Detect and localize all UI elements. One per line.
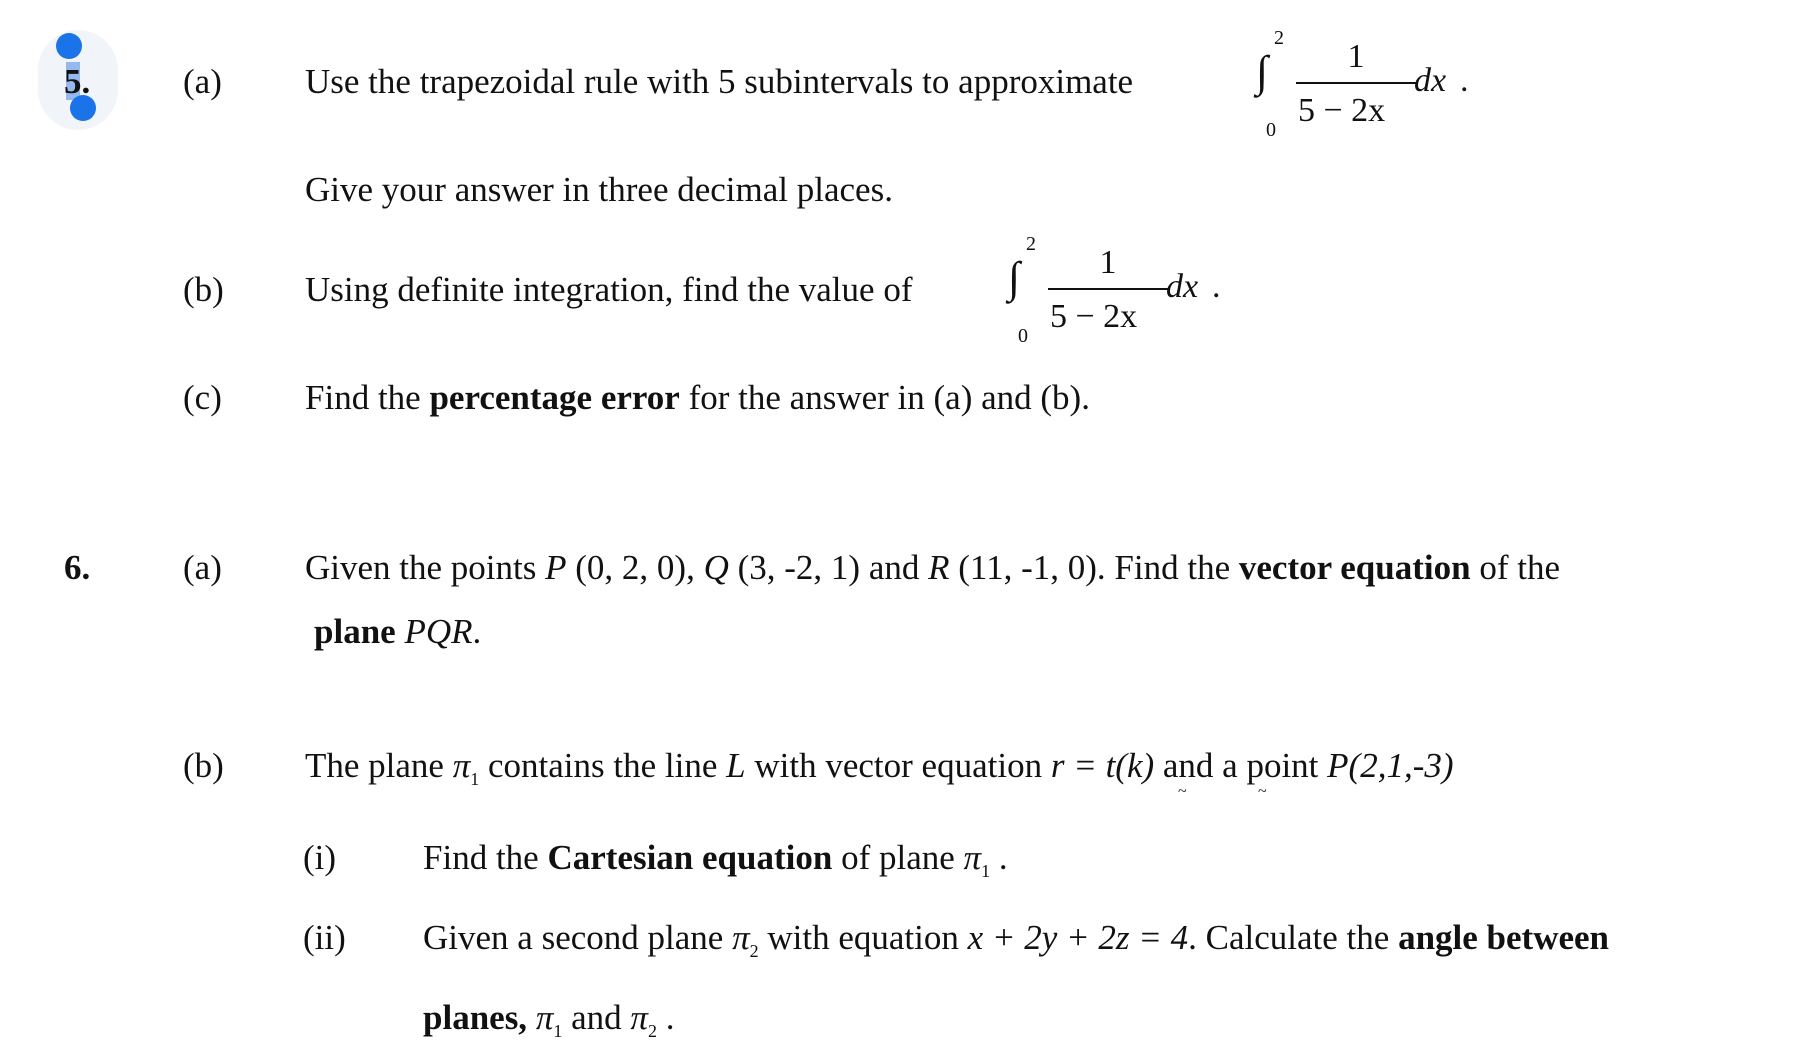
q6b-mid2: with vector equation <box>745 746 1051 785</box>
fraction-denominator: 5 − 2x <box>1298 92 1386 129</box>
q6bii-post: . Calculate the <box>1188 918 1399 957</box>
differential: dx <box>1166 268 1199 305</box>
q6bii-bold2: planes, <box>423 998 528 1037</box>
q6bi-bold: Cartesian equation <box>547 838 833 877</box>
lower-limit: 0 <box>1266 119 1276 141</box>
q6bi-label: (i) <box>303 838 337 877</box>
point-R-coords: (11, -1, 0). Find the <box>949 548 1239 587</box>
q6a-line2 <box>314 614 481 649</box>
pi-symbol: π <box>535 998 554 1037</box>
point-P-given: P(2,1,-3) <box>1327 746 1454 785</box>
pi-symbol: π <box>732 918 750 957</box>
q5a-line2: Give your answer in three decimal places. <box>305 170 893 209</box>
plane-equation: x + 2y + 2z = 4 <box>967 918 1189 957</box>
fraction-bar <box>1048 288 1168 290</box>
fraction-denominator: 5 − 2x <box>1050 298 1138 335</box>
point-R: R <box>928 548 950 587</box>
q6a-post: of the <box>1470 548 1560 587</box>
pi-symbol: π <box>452 746 471 785</box>
q6bii-mid: with equation <box>758 918 968 957</box>
trailing-period: . <box>1212 268 1221 305</box>
q6bi-end: . <box>990 838 1008 877</box>
q6a-end: . <box>472 612 482 651</box>
q6bii-bold: angle between <box>1398 918 1610 957</box>
q6bii-and: and <box>562 998 631 1037</box>
selection-start-handle[interactable] <box>56 33 82 59</box>
point-P: P <box>545 548 567 587</box>
q5b-text: Using definite integration, find the value of <box>305 270 913 309</box>
q6bii-line2 <box>423 998 675 1041</box>
q6a-bold2: plane <box>314 612 396 651</box>
fraction-bar <box>1296 82 1416 84</box>
pi-subscript: 1 <box>981 861 991 881</box>
pi-subscript: 2 <box>749 941 759 961</box>
q6a-line1 <box>305 550 1560 585</box>
q6bii-text <box>423 918 1610 961</box>
q5c-text <box>305 380 1090 415</box>
pi-subscript: 1 <box>470 769 480 789</box>
lower-limit: 0 <box>1018 325 1028 347</box>
q6b-post: and a point <box>1154 746 1328 785</box>
q5c-label: (c) <box>183 378 222 417</box>
vector-equation: r = t(k) <box>1050 746 1155 785</box>
fraction-numerator: 1 <box>1347 38 1365 75</box>
q5b-label: (b) <box>183 270 224 309</box>
q5c-post: for the answer in (a) and (b). <box>679 378 1090 417</box>
question-6-number: 6. <box>64 548 91 587</box>
upper-limit: 2 <box>1274 27 1284 49</box>
line-L: L <box>726 746 746 785</box>
trailing-period: . <box>1460 62 1469 99</box>
q6bii-end: . <box>656 998 675 1037</box>
tilde-under-k: ~ <box>1258 783 1267 800</box>
q6bi-text <box>423 838 1008 881</box>
pi-symbol: π <box>963 838 982 877</box>
q6a-label: (a) <box>183 548 222 587</box>
point-Q-coords: (3, -2, 1) and <box>728 548 929 587</box>
integral-sign: ∫ <box>1256 47 1269 96</box>
q6bi-post: of plane <box>832 838 964 877</box>
plane-name: PQR <box>404 612 473 651</box>
q5c-bold: percentage error <box>429 378 680 417</box>
q6b-line <box>305 746 1454 789</box>
q5c-pre: Find the <box>305 378 430 417</box>
q6bi-pre: Find the <box>423 838 548 877</box>
q5a-label: (a) <box>183 62 222 101</box>
q6bii-label: (ii) <box>303 918 346 957</box>
q6b-label: (b) <box>183 746 224 785</box>
pi-subscript: 1 <box>553 1021 563 1041</box>
q6b-pre: The plane <box>305 746 453 785</box>
q5a-text: Use the trapezoidal rule with 5 subintervals to approximate <box>305 62 1134 101</box>
pi-symbol: π <box>630 998 648 1037</box>
pi-subscript: 2 <box>647 1021 657 1041</box>
q6a-pre: Given the points <box>305 548 546 587</box>
question-5-number: 5. <box>64 62 91 101</box>
point-Q: Q <box>703 548 729 587</box>
upper-limit: 2 <box>1026 233 1036 255</box>
q6b-mid: contains the line <box>479 746 727 785</box>
differential: dx <box>1414 62 1447 99</box>
q6bii-pre: Given a second plane <box>423 918 733 957</box>
integral-sign: ∫ <box>1008 253 1021 302</box>
fraction-numerator: 1 <box>1099 244 1117 281</box>
q6a-bold1: vector equation <box>1238 548 1471 587</box>
point-P-coords: (0, 2, 0), <box>566 548 704 587</box>
tilde-under-r: ~ <box>1178 783 1187 800</box>
